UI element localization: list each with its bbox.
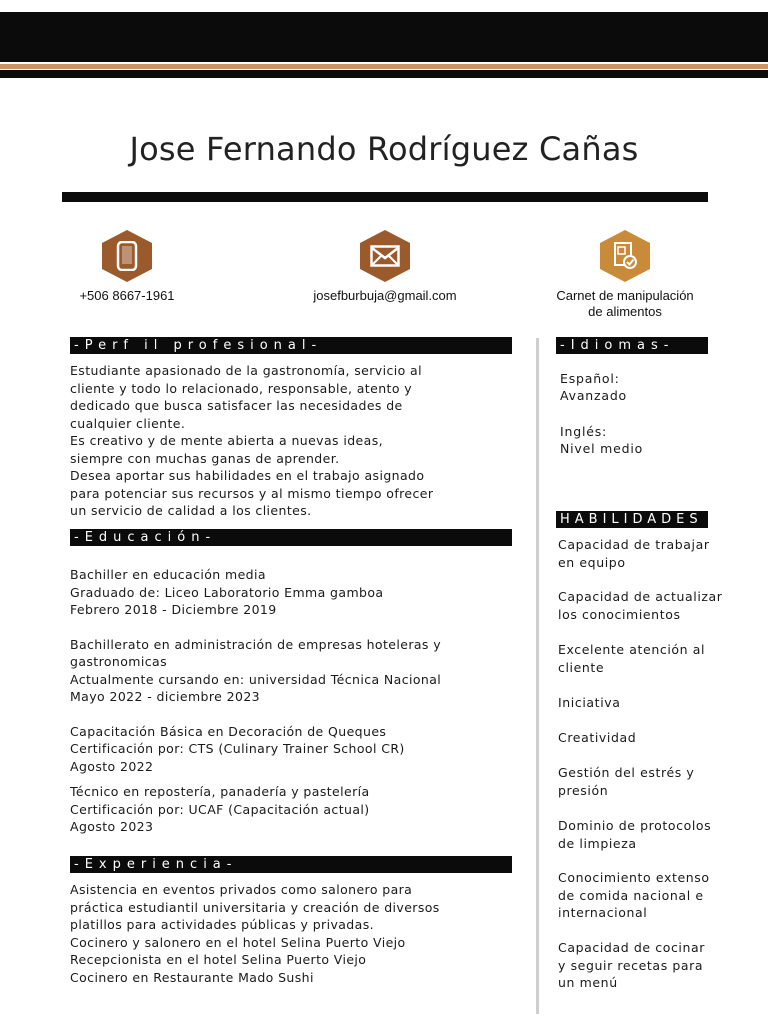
skill-item (558, 588, 758, 623)
education-line: Graduado de: Liceo Laboratorio Emma gamboa (70, 584, 384, 600)
language-level: Avanzado (560, 388, 628, 403)
language-item (560, 423, 750, 457)
profile-line: para potenciar sus recursos y al mismo tiempo ofrecer (70, 485, 434, 501)
header-top-bar (0, 12, 768, 62)
experience-text (70, 881, 525, 986)
profile-text (70, 362, 520, 520)
education-line: gastronomicas (70, 654, 167, 669)
education-entry (70, 566, 525, 619)
skill-line: en equipo (558, 554, 626, 570)
education-entry (70, 783, 525, 836)
skill-line: los conocimientos (558, 606, 681, 622)
education-line: Técnico en repostería, panadería y pastelería (70, 784, 370, 799)
skill-item (558, 764, 758, 799)
education-line: Agosto 2022 (70, 758, 154, 774)
education-line: Actualmente cursando en: universidad Técnica Nacional (70, 671, 442, 687)
profile-line: dedicado que busca satisfacer las necesidades de (70, 398, 403, 413)
profile-line: Desea aportar sus habilidades en el trabajo asignado (70, 468, 425, 483)
profile-line: un servicio de calidad a los clientes. (70, 503, 312, 518)
education-line: Bachillerato en administración de empresas hoteleras y (70, 636, 442, 652)
skill-line: un menú (558, 975, 618, 990)
skill-line: y seguir recetas para (558, 957, 704, 973)
skill-line: Iniciativa (558, 695, 621, 710)
education-entry (70, 723, 525, 776)
name-underline (62, 192, 708, 202)
skill-line: Conocimiento extenso (558, 870, 710, 885)
experience-line: Asistencia en eventos privados como salonero para (70, 882, 413, 897)
skill-item (558, 729, 758, 747)
skill-line: Dominio de protocolos (558, 818, 712, 833)
education-line: Certificación por: CTS (Culinary Trainer School CR) (70, 741, 405, 756)
education-list (70, 566, 525, 853)
skills-heading: HABILIDADES (556, 511, 708, 528)
skill-item (558, 694, 758, 712)
education-line: Mayo 2022 - diciembre 2023 (70, 689, 261, 704)
skill-line: de limpieza (558, 835, 637, 851)
education-line: Agosto 2023 (70, 819, 154, 834)
skill-line: Gestión del estrés y (558, 765, 695, 780)
profile-heading: -Perf il profesional- (70, 337, 512, 354)
education-line: Bachiller en educación media (70, 567, 266, 582)
experience-line: práctica estudiantil universitaria y creación de diversos (70, 899, 440, 915)
skill-item (558, 641, 758, 676)
skill-line: presión (558, 782, 609, 798)
contact-phone (62, 230, 192, 304)
profile-line: siempre con muchas ganas de aprender. (70, 450, 340, 466)
certificate-line-2: de alimentos (588, 304, 662, 319)
certificate-line-1: Carnet de manipulación (556, 288, 694, 303)
header-bottom-line (0, 70, 768, 78)
contact-certificate (540, 230, 710, 320)
candidate-name: Jose Fernando Rodríguez Cañas (129, 130, 639, 168)
language-item (560, 370, 750, 404)
skill-line: Capacidad de trabajar (558, 537, 710, 552)
skill-line: Capacidad de cocinar (558, 940, 706, 955)
education-line: Certificación por: UCAF (Capacitación actual) (70, 801, 370, 817)
experience-line: Cocinero en Restaurante Mado Sushi (70, 969, 314, 985)
languages-heading: -Idiomas- (556, 337, 708, 354)
skill-item (558, 817, 758, 852)
education-line: Capacitación Básica en Decoración de Queques (70, 723, 387, 739)
skill-item (558, 869, 758, 922)
education-heading: -Educación- (70, 529, 512, 546)
skill-line: cliente (558, 659, 605, 675)
experience-line: Recepcionista en el hotel Selina Puerto Viejo (70, 952, 367, 967)
envelope-icon (360, 230, 410, 282)
certificate-label (540, 288, 710, 320)
skill-line: Creatividad (558, 730, 637, 745)
experience-line: platillos para actividades públicas y privadas. (70, 917, 374, 932)
education-entry (70, 636, 525, 706)
language-name: Español: (560, 371, 620, 386)
language-level: Nivel medio (560, 441, 644, 456)
experience-line: Cocinero y salonero en el hotel Selina Puerto Viejo (70, 934, 406, 950)
profile-line: Es creativo y de mente abierta a nuevas ideas, (70, 433, 383, 448)
phone-icon (102, 230, 152, 282)
languages-list (560, 370, 750, 476)
skill-line: Capacidad de actualizar (558, 589, 723, 604)
header-accent-stripe (0, 64, 768, 69)
education-line: Febrero 2018 - Diciembre 2019 (70, 602, 277, 617)
profile-line: cualquier cliente. (70, 415, 186, 431)
profile-line: Estudiante apasionado de la gastronomía, servicio al (70, 363, 422, 378)
contact-email (300, 230, 470, 304)
email-address: josefburbuja@gmail.com (313, 288, 457, 303)
profile-line: cliente y todo lo relacionado, responsable, atento y (70, 380, 413, 396)
experience-heading: -Experiencia- (70, 856, 512, 873)
certificate-icon (600, 230, 650, 282)
skill-line: internacional (558, 905, 648, 920)
phone-number: +506 8667-1961 (79, 288, 175, 303)
skill-item (558, 536, 758, 571)
skill-line: de comida nacional e (558, 887, 704, 903)
skill-line: Excelente atención al (558, 642, 706, 657)
column-divider (536, 338, 539, 1014)
skill-item (558, 939, 758, 992)
language-name: Inglés: (560, 424, 608, 439)
